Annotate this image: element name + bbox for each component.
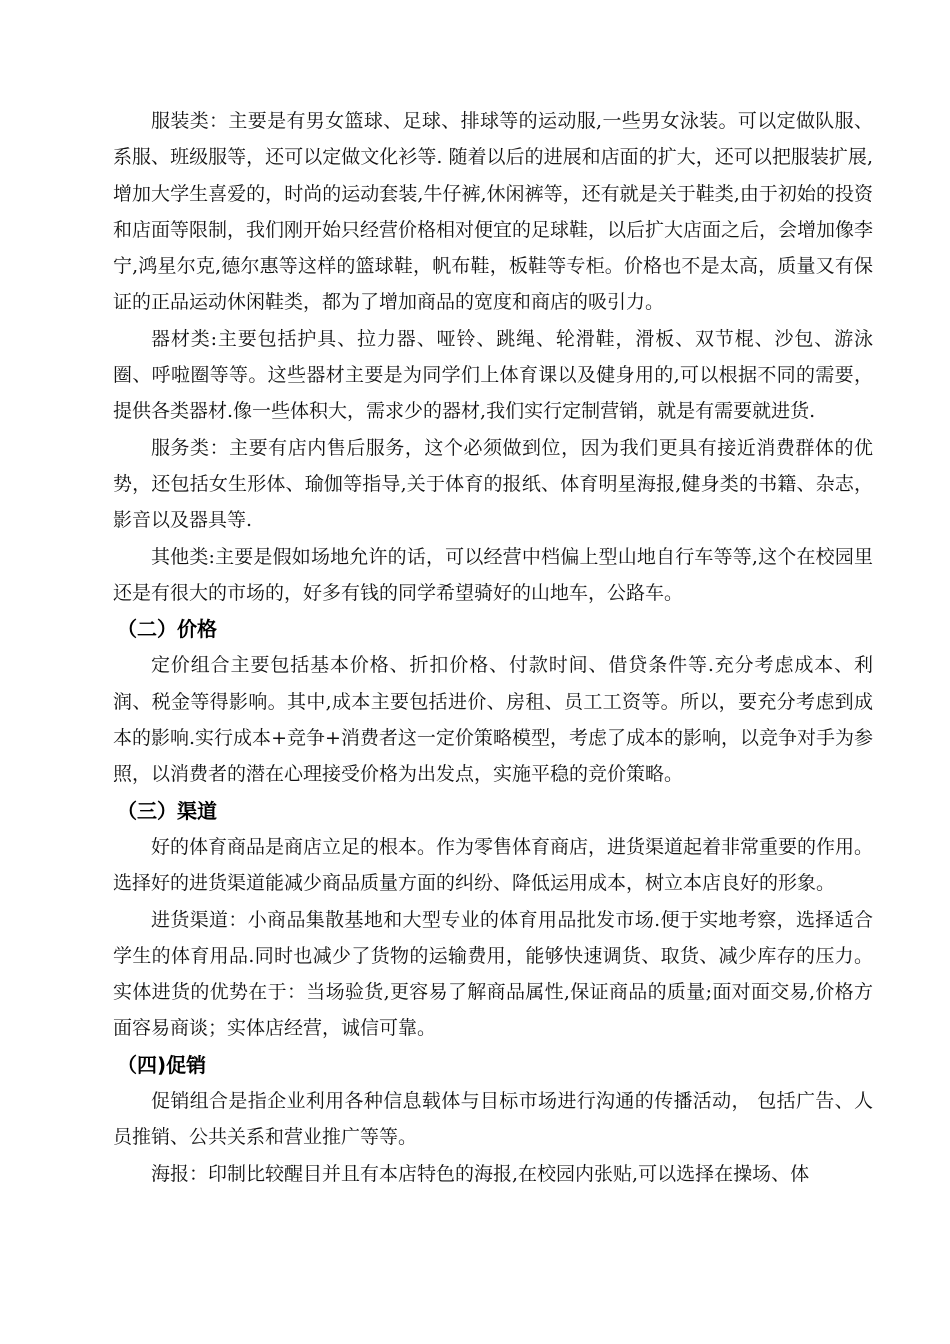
other-paragraph: 其他类:主要是假如场地允许的话，可以经营中档偏上型山地自行车等等,这个在校园里还是有很大的市场的，好多有钱的同学希望骑好的山地车，公路车。 [113,545,873,604]
promotion-paragraph-1: 促销组合是指企业利用各种信息载体与目标市场进行沟通的传播活动， 包括广告、人员推销、公共关系和营业推广等等。 [113,1090,873,1149]
promotion-paragraph-2: 海报：印制比较醒目并且有本店特色的海报,在校园内张贴,可以选择在操场、体 [151,1162,810,1185]
document-page [113,103,873,1192]
price-paragraph: 定价组合主要包括基本价格、折扣价格、付款时间、借贷条件等.充分考虑成本、利润、税金等得影响。其中,成本主要包括进价、房租、员工工资等。所以，要充分考虑到成本的影响.实行成本+竞争+消费者这一定价策略模型，考虑了成本的影响，以竞争对手为参照，以消费者的潜在心理接受价格为出发点，实施平稳的竞价策略。 [113,654,873,786]
equipment-paragraph: 器材类:主要包括护具、拉力器、哑铃、跳绳、轮滑鞋，滑板、双节棍、沙包、游泳圈、呼啦圈等等。这些器材主要是为同学们上体育课以及健身用的,可以根据不同的需要，提供各类器材.像一些体积大，需求少的器材,我们实行定制营销，就是有需要就进货. [113,327,873,423]
channel-heading: （三）渠道 [117,798,217,823]
channel-paragraph-2: 进货渠道：小商品集散基地和大型专业的体育用品批发市场.便于实地考察，选择适合学生的体育用品.同时也减少了货物的运输费用，能够快速调货、取货、减少库存的压力。实体进货的优势在于：当场验货,更容易了解商品属性,保证商品的质量;面对面交易,价格方面容易商谈；实体店经营，诚信可靠。 [113,908,873,1040]
promotion-heading: （四)促销 [117,1052,207,1077]
service-paragraph: 服务类：主要有店内售后服务，这个必须做到位，因为我们更具有接近消费群体的优势，还包括女生形体、瑜伽等指导,关于体育的报纸、体育明星海报,健身类的书籍、杂志，影音以及器具等. [113,436,873,532]
clothing-paragraph: 服装类：主要是有男女篮球、足球、排球等的运动服,一些男女泳装。可以定做队服、系服、班级服等，还可以定做文化衫等. 随着以后的进展和店面的扩大，还可以把服装扩展,增加大学生喜爱的，时尚的运动套装,牛仔裤,休闲裤等，还有就是关于鞋类,由于初始的投资和店面等限制，我们刚开始只经营价格相对便宜的足球鞋，以后扩大店面之后，会增加像李宁,鸿星尔克,德尔惠等这样的篮球鞋，帆布鞋，板鞋等专柜。价格也不是太高，质量又有保证的正品运动休闲鞋类，都为了增加商品的宽度和商店的吸引力。 [113,110,874,314]
price-heading: （二）价格 [117,617,217,642]
channel-paragraph-1: 好的体育商品是商店立足的根本。作为零售体育商店，进货渠道起着非常重要的作用。选择好的进货渠道能减少商品质量方面的纠纷、降低运用成本，树立本店良好的形象。 [113,835,874,895]
